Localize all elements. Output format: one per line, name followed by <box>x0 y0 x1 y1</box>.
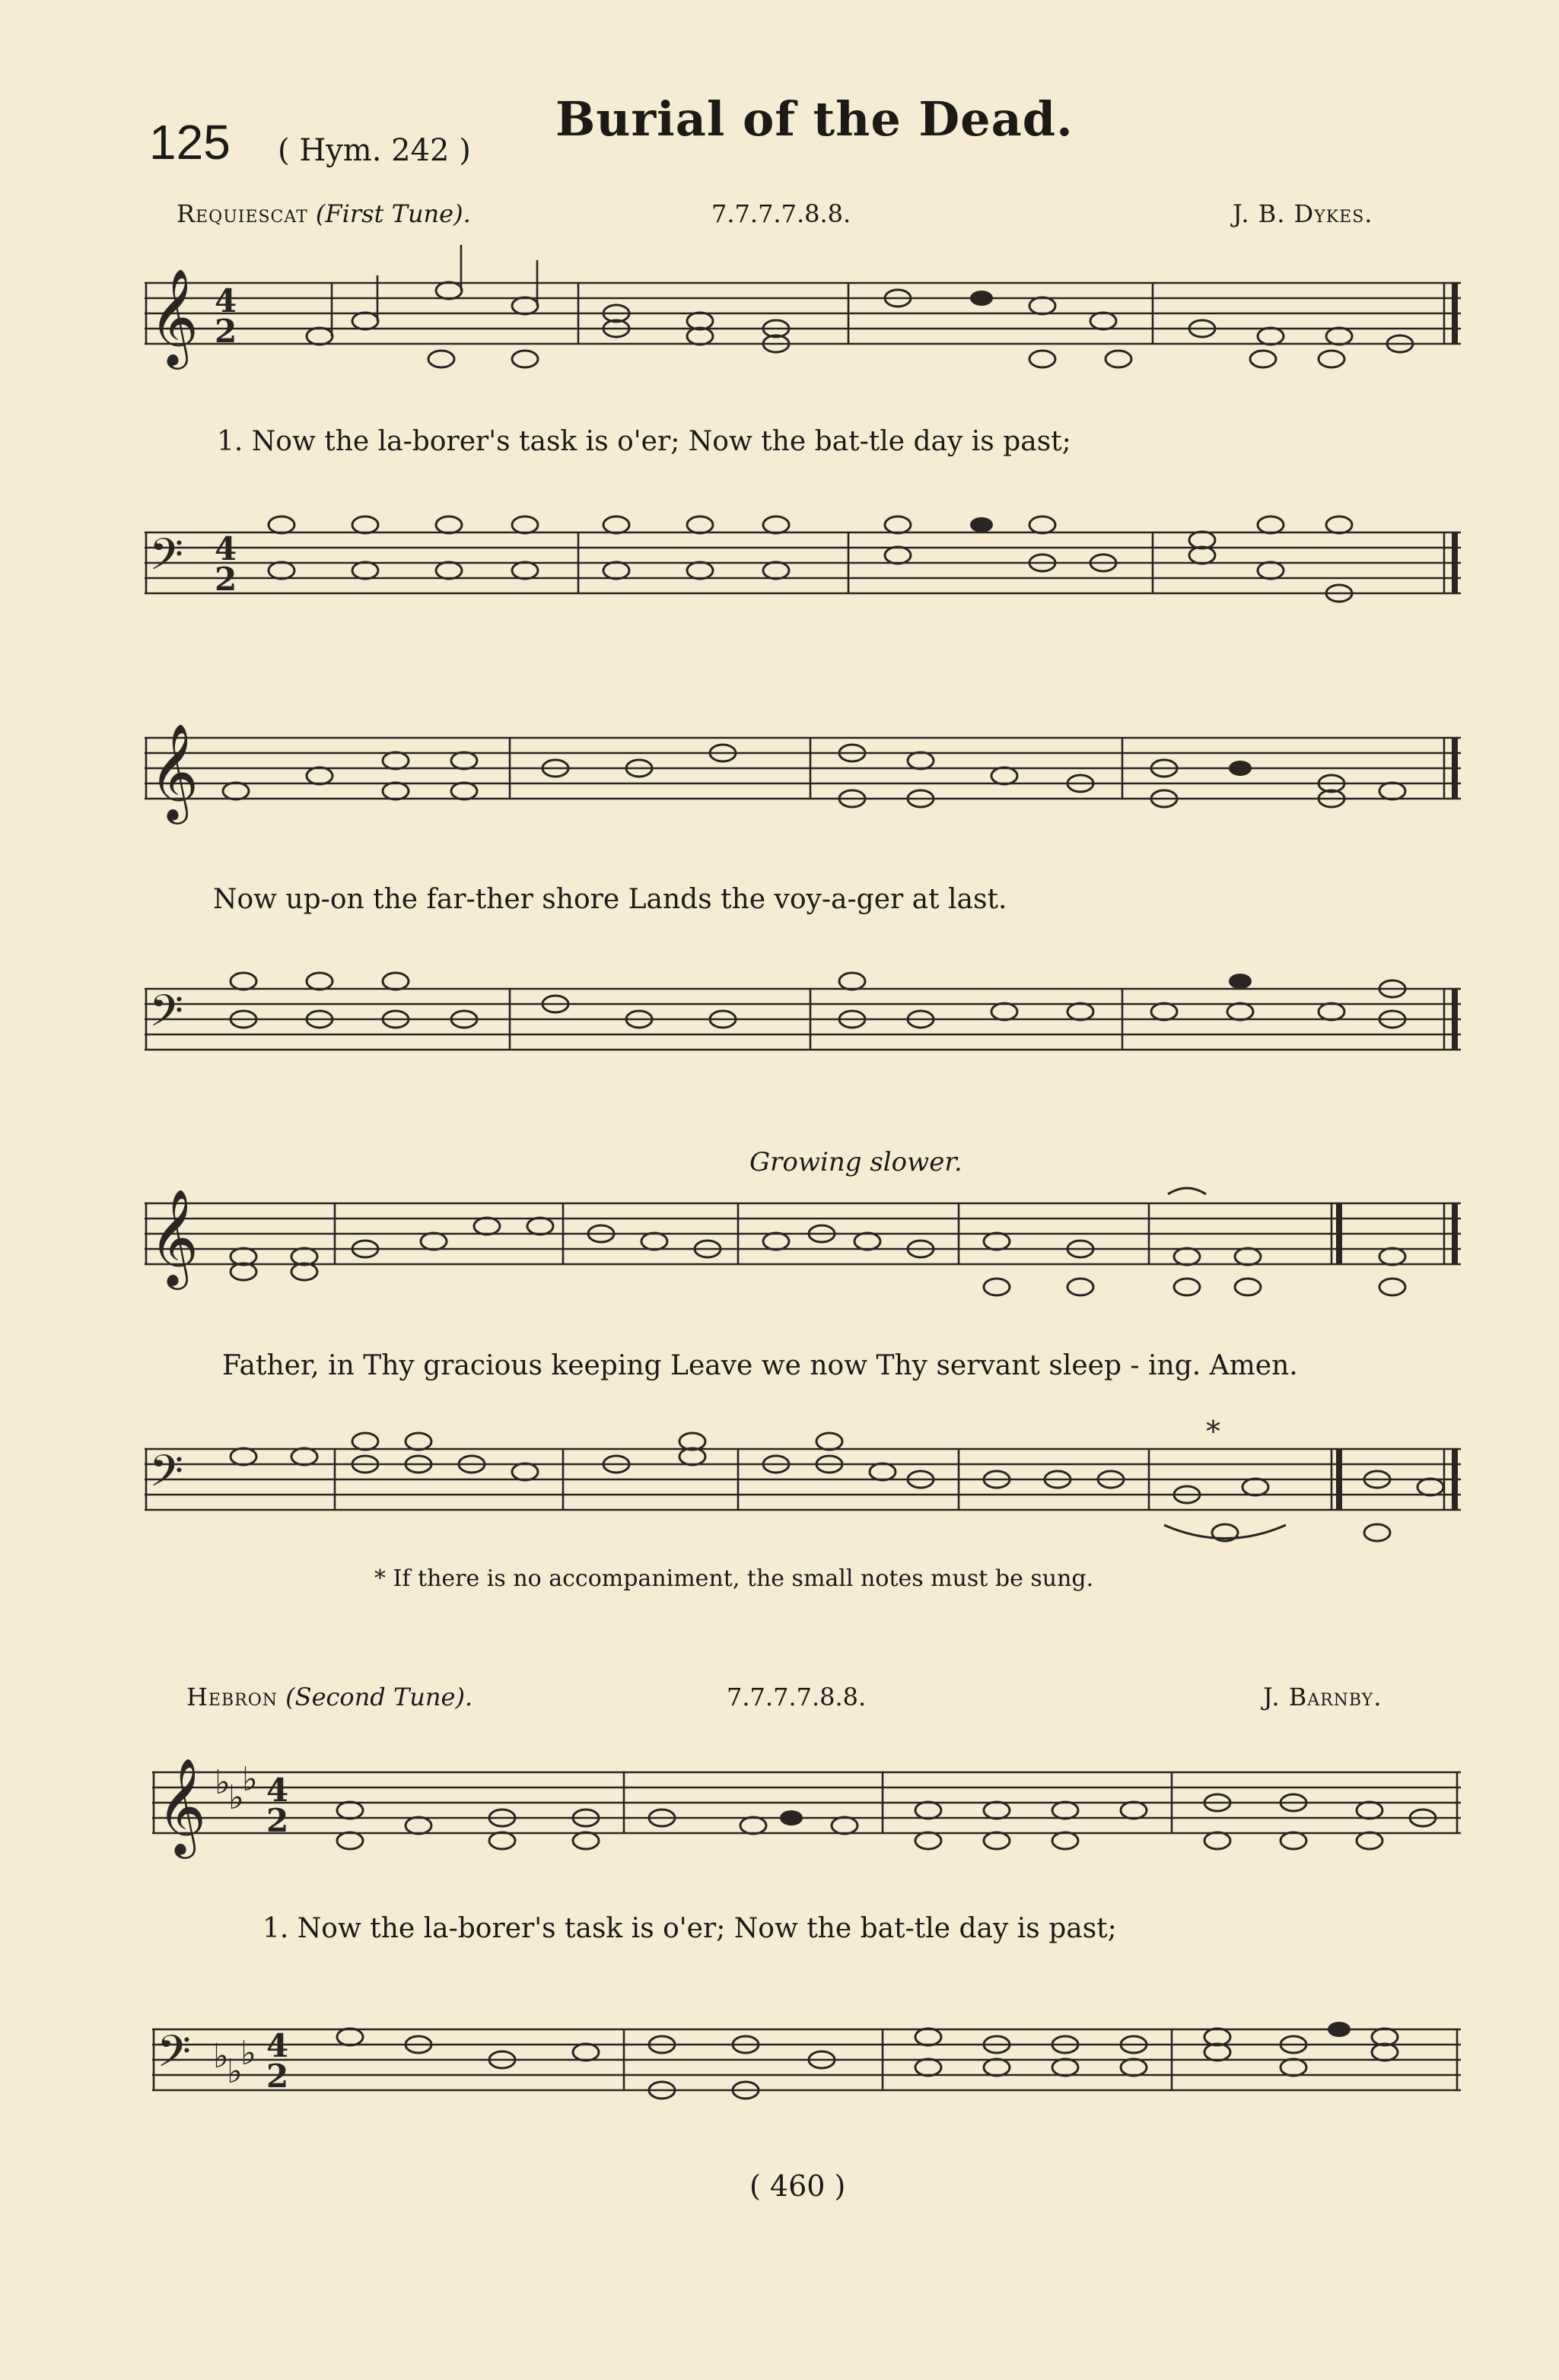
tune1-name: Requiescat <box>177 199 308 228</box>
svg-text:♭: ♭ <box>240 2034 256 2073</box>
treble-clef-icon: 𝄞 <box>149 268 199 365</box>
tune1-lyrics-line2: Now up-on the far-ther shore Lands the voy-a-ger at last. <box>213 884 1007 915</box>
tune2-qualifier: (Second Tune). <box>285 1683 473 1711</box>
hymn-number: 125 <box>149 115 231 170</box>
svg-text:2: 2 <box>215 313 237 350</box>
tune2-lyrics-line1: 1. Now the la-borer's task is o'er; Now the bat-tle day is past; <box>262 1913 1117 1944</box>
tune1-system1-bass-staff <box>145 529 1461 624</box>
tune2-name: Hebron <box>186 1683 278 1711</box>
tune1-system1-treble-staff <box>145 268 1461 405</box>
svg-text:𝄢: 𝄢 <box>149 985 184 1047</box>
fermata-icon <box>1168 1188 1206 1194</box>
svg-text:♭: ♭ <box>227 2052 243 2091</box>
hymn-reference: ( Hym. 242 ) <box>278 133 471 168</box>
svg-text:𝄞: 𝄞 <box>149 723 199 820</box>
svg-text:2: 2 <box>266 1802 289 1839</box>
bass-clef-icon: 𝄢 <box>149 529 184 591</box>
tune2-treble-staff <box>152 1757 1461 1879</box>
svg-text:𝄞: 𝄞 <box>149 1188 199 1285</box>
tune2-bass-staff <box>152 2026 1461 2128</box>
svg-text:♭: ♭ <box>213 2037 229 2076</box>
svg-text:4: 4 <box>266 2027 289 2064</box>
tempo-direction: Growing slower. <box>749 1147 962 1177</box>
tune1-meter: 7.7.7.7.8.8. <box>711 199 851 228</box>
tune2-header <box>186 1683 472 1711</box>
svg-text:♭: ♭ <box>228 1778 244 1817</box>
tune2-composer: J. Barnby. <box>1263 1683 1382 1711</box>
tune1-composer: J. B. Dykes. <box>1233 199 1373 228</box>
svg-text:4: 4 <box>266 1771 289 1809</box>
tune1-system2-bass-staff <box>145 985 1461 1080</box>
tune1-system2-treble-staff <box>145 723 1461 829</box>
tune1-qualifier: (First Tune). <box>315 199 471 228</box>
svg-text:𝄢: 𝄢 <box>149 1445 184 1508</box>
tune1-system3-treble-staff <box>145 1188 1461 1310</box>
svg-text:♭: ♭ <box>242 1760 258 1799</box>
tune2-meter: 7.7.7.7.8.8. <box>727 1683 867 1711</box>
asterisk-icon: * <box>1206 1415 1220 1448</box>
tune1-lyrics-line1: 1. Now the la-borer's task is o'er; Now the bat-tle day is past; <box>217 426 1071 457</box>
tune1-header <box>177 199 471 228</box>
svg-text:𝄞: 𝄞 <box>157 1757 207 1854</box>
page-title: Burial of the Dead. <box>555 91 1074 147</box>
svg-text:♭: ♭ <box>215 1763 231 1802</box>
page-number: ( 460 ) <box>749 2169 846 2203</box>
svg-text:4: 4 <box>215 282 237 319</box>
svg-text:4: 4 <box>215 530 237 567</box>
svg-text:2: 2 <box>266 2057 289 2095</box>
tune1-lyrics-line3: Father, in Thy gracious keeping Leave we now Thy servant sleep - ing. Amen. <box>222 1350 1298 1381</box>
tune1-system3-bass-staff <box>145 1415 1461 1555</box>
svg-text:2: 2 <box>215 561 237 598</box>
svg-text:𝄢: 𝄢 <box>157 2026 192 2088</box>
accompaniment-footnote: * If there is no accompaniment, the small notes must be sung. <box>374 1565 1094 1592</box>
